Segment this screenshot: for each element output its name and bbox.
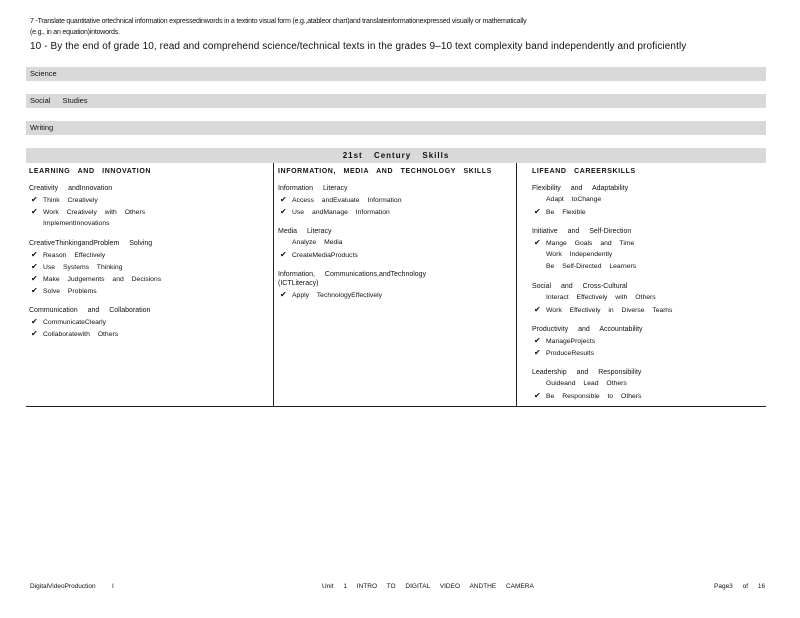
skill-item	[532, 347, 762, 359]
skill-group-title: Productivity and Accountability	[532, 326, 643, 333]
skill-group-leadership-and-responsibility	[532, 369, 762, 402]
check-icon: ✔	[534, 207, 541, 216]
skill-item	[532, 292, 762, 304]
skill-item-label: ImplementInnovations	[43, 220, 110, 227]
skill-group-productivity-and-accountability	[532, 326, 762, 359]
skill-item-label: Mange Goals and Time	[546, 240, 635, 247]
skill-item	[29, 273, 269, 285]
skill-group-creativethinkingandproblem-solving	[29, 240, 269, 297]
skill-item-label: Use andManage Information	[292, 209, 390, 216]
skill-item-label: Be Flexible	[546, 209, 586, 216]
skill-item-label: Collaboratewith Others	[43, 331, 119, 338]
skill-item-label: Work Independently	[546, 251, 613, 258]
skill-group-title: Information Literacy	[278, 185, 348, 192]
check-icon: ✔	[31, 207, 38, 216]
skill-item	[532, 378, 762, 390]
skill-group-creativity-andinnovation	[29, 185, 269, 230]
skill-item-label: Interact Effectively with Others	[546, 294, 656, 301]
skill-item-label: Use Systems Thinking	[43, 264, 123, 271]
footer-course: DigitalVideoProduction	[30, 583, 96, 590]
skill-item-label: ProduceResults	[546, 350, 594, 357]
skill-group-flexibility-and-adaptability	[532, 185, 762, 218]
skill-item	[29, 249, 269, 261]
skill-item-label: Solve Problems	[43, 288, 97, 295]
science-bar: Science	[26, 67, 766, 81]
skill-item	[278, 206, 513, 218]
life-career-column	[532, 163, 762, 402]
social-studies-bar: Social Studies	[26, 94, 766, 108]
standard-10: 10 - By the end of grade 10, read and comprehend science/technical texts in the grades 9–10 text complexity band independently and proficiently	[30, 41, 687, 52]
check-icon: ✔	[280, 250, 287, 259]
skill-item-label: Work Effectively in Diverse Teams	[546, 307, 673, 314]
skill-item	[278, 249, 513, 261]
skill-item	[29, 316, 269, 328]
skill-item	[278, 194, 513, 206]
check-icon: ✔	[31, 274, 38, 283]
skill-item	[532, 194, 762, 206]
column-heading: LIFEAND CAREERSKILLS	[532, 168, 636, 175]
check-icon: ✔	[31, 195, 38, 204]
check-icon: ✔	[534, 305, 541, 314]
skill-group-subtitle: (ICTLiteracy)	[278, 280, 319, 287]
skill-item-label: Think Creatively	[43, 197, 98, 204]
skill-item	[29, 206, 269, 218]
column-divider-1	[273, 163, 274, 407]
check-icon: ✔	[31, 286, 38, 295]
column-heading: INFORMATION, MEDIA AND TECHNOLOGY SKILLS	[278, 168, 492, 175]
skill-item-label: Be Responsible to Others	[546, 393, 642, 400]
skill-item-label: Access andEvaluate Information	[292, 197, 402, 204]
skill-item-label: Make Judgements and Decisions	[43, 276, 162, 283]
check-icon: ✔	[31, 329, 38, 338]
skill-item-label: Reason Effectively	[43, 252, 106, 259]
skill-item	[29, 194, 269, 206]
skill-item	[278, 237, 513, 249]
skill-group-communication-and-collaboration	[29, 307, 269, 340]
skill-item	[29, 328, 269, 340]
skill-group-title: Initiative and Self-Direction	[532, 228, 632, 235]
footer-page-number: Page3 of 16	[714, 583, 766, 590]
column-heading: LEARNING AND INNOVATION	[29, 168, 152, 175]
skill-group-title: CreativeThinkingandProblem Solving	[29, 240, 153, 247]
footer-unit: Unit 1 INTRO TO DIGITAL VIDEO ANDTHE CAMERA	[322, 583, 534, 590]
skill-item-label: Guideand Lead Others	[546, 380, 627, 387]
check-icon: ✔	[31, 250, 38, 259]
skill-item	[532, 206, 762, 218]
check-icon: ✔	[280, 195, 287, 204]
skill-group-title: Leadership and Responsibility	[532, 369, 642, 376]
check-icon: ✔	[280, 290, 287, 299]
skill-group-title: Information, Communications,andTechnology	[278, 271, 427, 278]
standard-7-line-1: 7 -Translate quantitative ortechnical information expressedinwords in a textinto visual form (e.g.,atableor chart)and translateinformationexpressed visually or mathematically	[30, 18, 527, 25]
skill-group-information-literacy	[278, 185, 513, 218]
skill-group-title: Communication and Collaboration	[29, 307, 151, 314]
footer-separator: I	[112, 583, 114, 590]
skill-group-title: Creativity andInnovation	[29, 185, 113, 192]
standard-7-line-2: (e.g., in an equation)intowords.	[30, 29, 120, 36]
skill-group-title: Social and Cross-Cultural	[532, 283, 628, 290]
check-icon: ✔	[534, 348, 541, 357]
skill-group-title: Flexibility and Adaptability	[532, 185, 629, 192]
learning-innovation-column	[29, 163, 269, 340]
check-icon: ✔	[534, 391, 541, 400]
skill-group-title: Media Literacy	[278, 228, 332, 235]
skill-group-social-and-cross-cultural	[532, 283, 762, 316]
skill-item	[532, 237, 762, 249]
skill-item-label: Apply TechnologyEffectively	[292, 292, 383, 299]
information-media-tech-column	[278, 163, 513, 301]
skill-item	[532, 390, 762, 402]
skill-item	[29, 261, 269, 273]
column-divider-2	[516, 163, 517, 407]
skill-group-information-communications-andtechnology	[278, 271, 513, 301]
check-icon: ✔	[534, 336, 541, 345]
skill-item-label: Adapt toChange	[546, 196, 602, 203]
check-icon: ✔	[31, 262, 38, 271]
check-icon: ✔	[280, 207, 287, 216]
skill-item-label: Work Creatively with Others	[43, 209, 146, 216]
table-bottom-rule	[26, 406, 766, 407]
skill-group-media-literacy	[278, 228, 513, 261]
skill-item	[29, 285, 269, 297]
check-icon: ✔	[31, 317, 38, 326]
skill-item-label: CreateMediaProducts	[292, 252, 358, 259]
check-icon: ✔	[534, 238, 541, 247]
skill-item	[532, 261, 762, 273]
skill-item-label: ManageProjects	[546, 338, 596, 345]
writing-bar: Writing	[26, 121, 766, 135]
skill-item	[532, 304, 762, 316]
skill-item	[29, 218, 269, 230]
skill-item-label: Be Self-Directed Learners	[546, 263, 637, 270]
skill-item-label: Analyze Media	[292, 239, 343, 246]
skill-item-label: CommunicateClearly	[43, 319, 107, 326]
skill-item	[532, 249, 762, 261]
skill-item	[278, 289, 513, 301]
skill-item	[532, 335, 762, 347]
skill-group-initiative-and-self-direction	[532, 228, 762, 273]
skills-header: 21st Century Skills	[26, 148, 766, 163]
